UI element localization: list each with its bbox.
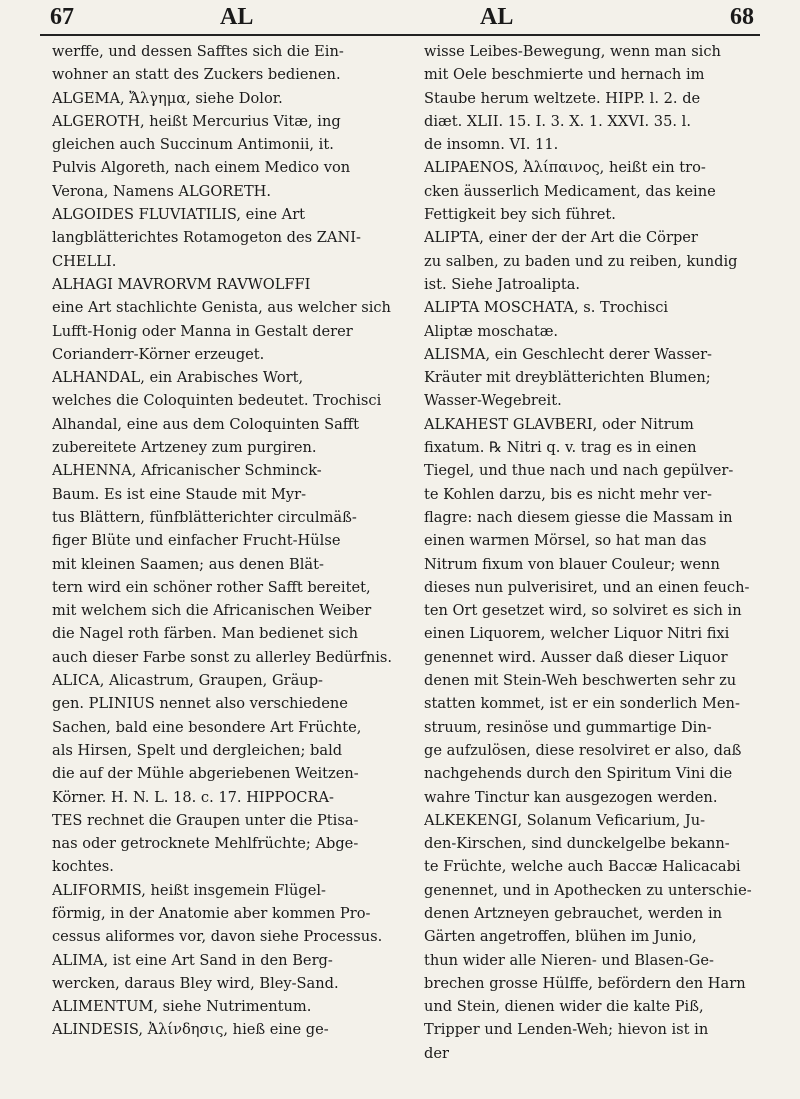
text-line: wohner an statt des Zuckers bedienen. [52,66,341,84]
running-headword-left: AL [220,4,254,30]
text-line: flagre: nach diesem giesse die Massam in [424,508,733,526]
text-line: ALIFORMIS, heißt insgemein Flügel- [52,881,326,899]
text-line: figer Blüte und einfacher Frucht-Hülse [52,532,341,550]
text-line: die Nagel roth färben. Man bedienet sich [52,625,359,643]
text-line: Gärten angetroffen, blühen im Junio, [424,928,697,946]
text-line: TES rechnet die Graupen unter die Ptisa- [52,811,359,829]
text-line: Körner. H. N. L. 18. c. 17. HIPPOCRA- [52,788,334,806]
text-line: brechen grosse Hülffe, befördern den Harn [424,974,746,992]
text-line: den-Kirschen, sind dunckelgelbe bekann- [424,835,730,853]
text-line: zubereitete Artzeney zum purgiren. [52,439,317,457]
text-line: tus Blättern, fünfblätterichter circulmäß- [52,508,357,526]
text-line: ALIPTA, einer der der Art die Cörper [424,229,698,247]
text-line: ALIMA, ist eine Art Sand in den Berg- [52,951,333,969]
text-line: wahre Tinctur kan ausgezogen werden. [424,788,718,806]
text-line: Nitrum fixum von blauer Couleur; wenn [424,555,720,573]
text-line: ALIMENTUM, siehe Nutrimentum. [52,998,312,1016]
text-line: tern wird ein schöner rother Safft bereitet, [52,578,371,596]
text-line: Baum. Es ist eine Staude mit Myr- [52,485,307,503]
text-line: Tiegel, und thue nach und nach gepülver- [424,462,734,480]
text-line: de insomn. VI. 11. [424,136,559,154]
text-line: die auf der Mühle abgeriebenen Weitzen- [52,765,359,783]
text-line: cessus aliformes vor, davon siehe Processus. [52,928,383,946]
text-line: ist. Siehe Jatroalipta. [424,275,581,293]
text-line: Verona, Namens ALGORETH. [52,182,272,200]
text-line: ALICA, Alicastrum, Graupen, Gräup- [52,672,323,690]
text-line: wercken, daraus Bley wird, Bley-Sand. [52,974,339,992]
text-line: ALGOIDES FLUVIATILIS, eine Art [52,206,306,224]
text-line: Staube herum weltzete. HIPP. l. 2. de [424,89,701,107]
text-line: Kräuter mit dreyblätterichten Blumen; [424,369,711,387]
text-line: te Früchte, welche auch Baccæ Halicacabi [424,858,741,876]
text-line: ALIPAENOS, Ἀλίπαινος, heißt ein tro- [424,159,706,177]
text-line: werffe, und dessen Safftes sich die Ein- [52,43,344,60]
text-line: eine Art stachlichte Genista, aus welcher sich [52,299,391,317]
text-line: ALHAGI MAVRORVM RAVWOLFFI [52,275,311,293]
text-line: statten kommet, ist er ein sonderlich Men- [424,695,740,713]
text-line: zu salben, zu baden und zu reiben, kundig [424,252,738,270]
text-line: und Stein, dienen wider die kalte Piß, [424,998,704,1016]
text-line: Aliptæ moschatæ. [424,322,559,340]
text-line: Pulvis Algoreth, nach einem Medico von [52,159,351,177]
page-header [40,2,760,32]
right-text-column [424,40,774,1090]
text-line: CHELLI. [52,252,117,270]
text-line: ten Ort gesetzet wird, so solviret es sich in [424,602,742,620]
text-line: ge aufzulösen, diese resolviret er also, daß [424,741,742,759]
text-line: ALGEMA, Ἄλγημα, siehe Dolor. [52,89,283,107]
text-line: dieses nun pulverisiret, und an einen feuch- [424,578,750,596]
text-line: Lufft-Honig oder Manna in Gestalt derer [52,322,353,340]
text-line: als Hirsen, Spelt und dergleichen; bald [52,741,343,759]
text-line: nas oder getrocknete Mehlfrüchte; Abge- [52,835,359,853]
text-line: mit welchem sich die Africanischen Weiber [52,602,372,620]
page-number-left: 67 [50,4,74,30]
text-line: ALISMA, ein Geschlecht derer Wasser- [424,345,712,363]
text-line: Tripper und Lenden-Weh; hievon ist in [424,1021,709,1039]
text-line: der [424,1044,449,1062]
text-line: cken äusserlich Medicament, das keine [424,182,716,200]
running-headword-right: AL [480,4,514,30]
text-line: gen. PLINIUS nennet also verschiedene [52,695,348,713]
header-rule [40,34,760,36]
text-line: wisse Leibes-Bewegung, wenn man sich [424,43,721,60]
text-line: förmig, in der Anatomie aber kommen Pro- [52,904,371,922]
text-line: ALKEKENGI, Solanum Veficarium, Ju- [424,811,706,829]
text-line: kochtes. [52,858,114,876]
text-line: ALGEROTH, heißt Mercurius Vitæ, ing [52,112,341,130]
text-line: mit Oele beschmierte und hernach im [424,66,705,84]
text-line: mit kleinen Saamen; aus denen Blät- [52,555,324,573]
text-line: denen mit Stein-Weh beschwerten sehr zu [424,672,737,690]
text-line: Corianderr-Körner erzeuget. [52,345,265,363]
text-line: einen Liquorem, welcher Liquor Nitri fixi [424,625,730,643]
text-line: Fettigkeit bey sich führet. [424,206,616,224]
text-line: genennet, und in Apothecken zu unterschie- [424,881,752,899]
page-number-right: 68 [730,4,754,30]
text-line: gleichen auch Succinum Antimonii, it. [52,136,334,154]
text-line: nachgehends durch den Spiritum Vini die [424,765,733,783]
text-line: genennet wird. Ausser daß dieser Liquor [424,648,728,666]
left-text-column [52,40,402,1090]
text-line: ALHENNA, Africanischer Schminck- [52,462,322,480]
text-line: ALHANDAL, ein Arabisches Wort, [52,369,304,387]
text-line: Alhandal, eine aus dem Coloquinten Safft [52,415,360,433]
text-line: te Kohlen darzu, bis es nicht mehr ver- [424,485,712,503]
text-line: denen Artzneyen gebrauchet, werden in [424,904,723,922]
text-line: ALIPTA MOSCHATA, s. Trochisci [424,299,669,317]
text-line: langblätterichtes Rotamogeton des ZANI- [52,229,361,247]
text-line: welches die Coloquinten bedeutet. Trochisci [52,392,382,410]
text-line: einen warmen Mörsel, so hat man das [424,532,707,550]
text-line: struum, resinöse und gummartige Din- [424,718,712,736]
text-line: ALKAHEST GLAVBERI, oder Nitrum [424,415,694,433]
text-line: thun wider alle Nieren- und Blasen-Ge- [424,951,714,969]
text-line: diæt. XLII. 15. I. 3. X. 1. XXVI. 35. l. [424,112,691,130]
text-line: Sachen, bald eine besondere Art Früchte, [52,718,362,736]
text-line: fixatum. ℞ Nitri q. v. trag es in einen [424,439,697,457]
text-line: ALINDESIS, Ἀλίνδησις, hieß eine ge- [52,1021,329,1039]
text-line: Wasser-Wegebreit. [424,392,562,410]
text-line: auch dieser Farbe sonst zu allerley Bedürfnis. [52,648,393,666]
